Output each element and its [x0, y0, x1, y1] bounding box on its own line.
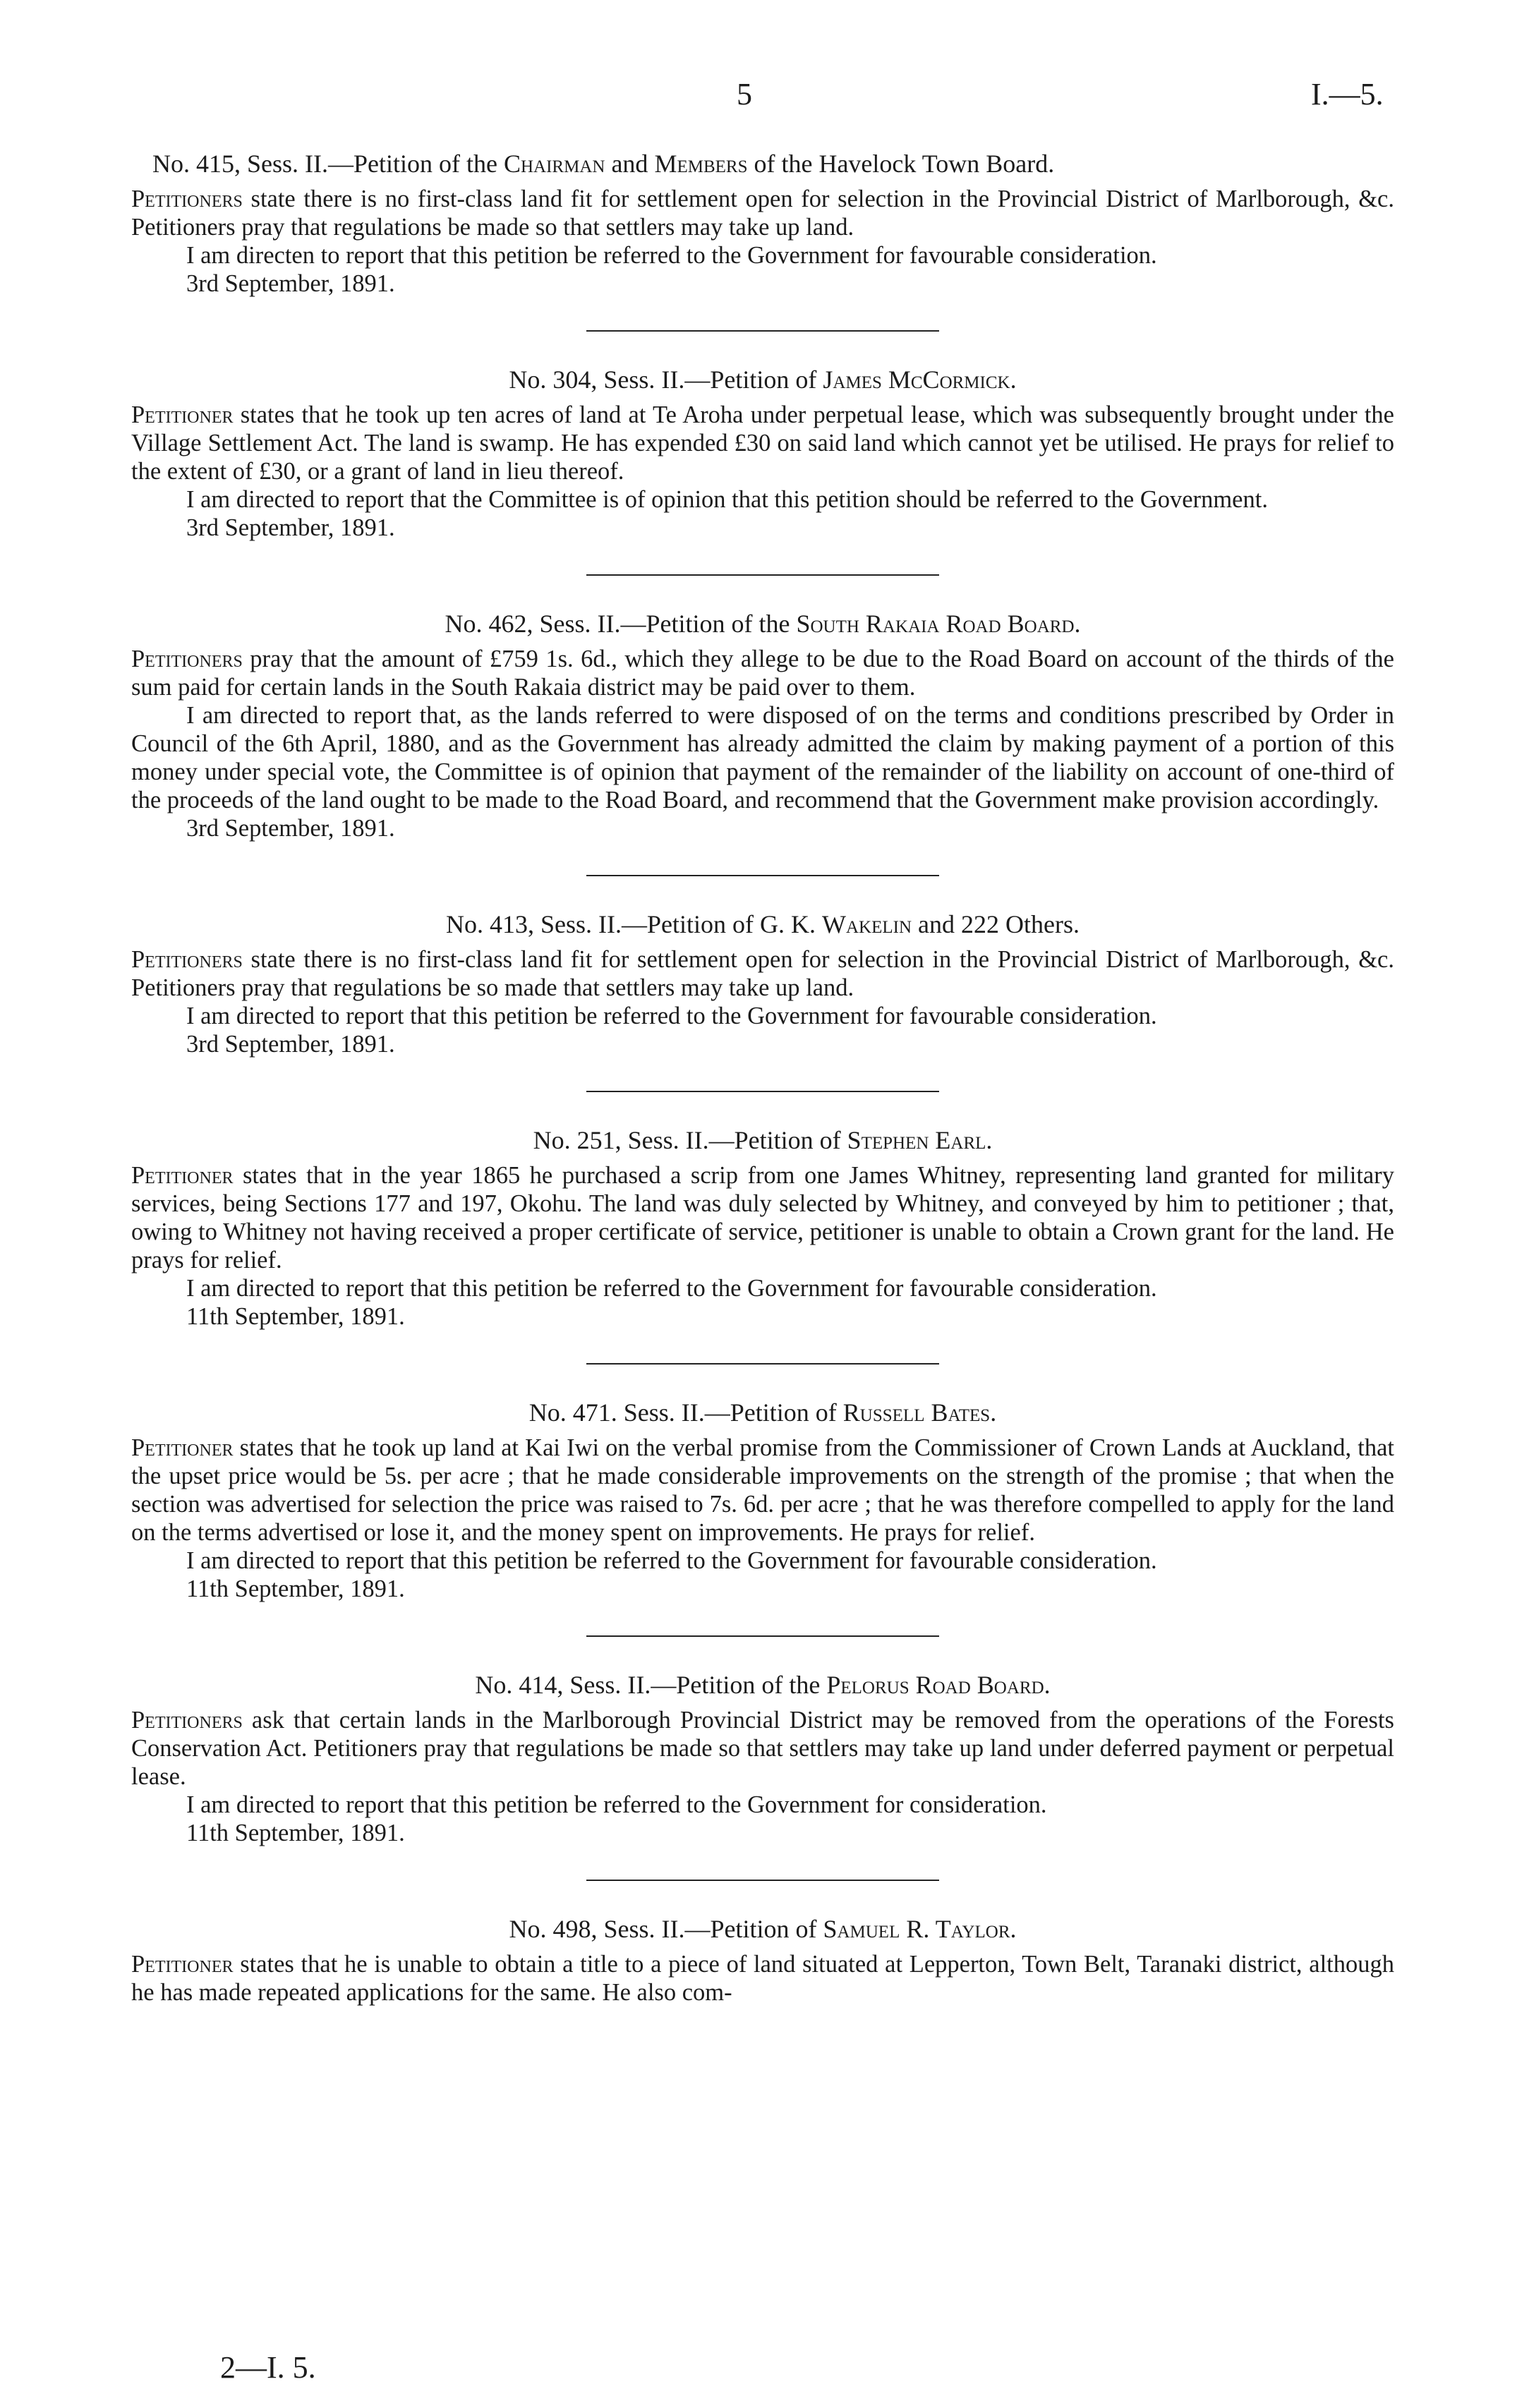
- petition-statement: Petitioners state there is no first-class land fit for settlement open for selection in the Provincial District of Marlborough, &c. Petitioners pray that regulations be so made that settlers may take up land.: [131, 946, 1394, 1001]
- petition-498: [131, 1913, 1394, 2007]
- petition-heading: No. 498, Sess. II.—Petition of Samuel R. Taylor.: [509, 1915, 1017, 1943]
- section-divider: [586, 574, 939, 576]
- committee-report: I am directed to report that this petition be referred to the Government for favourable consideration.: [186, 1275, 1157, 1302]
- petition-statement: Petitioners state there is no first-class land fit for settlement open for selection in the Provincial District of Marlborough, &c. Petitioners pray that regulations be made so that settlers may take up land.: [131, 186, 1394, 241]
- petition-251: [131, 1125, 1394, 1331]
- report-date: 11th September, 1891.: [186, 1820, 405, 1846]
- petition-statement: Petitioners ask that certain lands in the Marlborough Provincial District may be removed from the operations of the Forests Conservation Act. Petitioners pray that regulations be made so that settlers may take up land under deferred payment or perpetual lease.: [131, 1707, 1394, 1790]
- report-date: 3rd September, 1891.: [186, 514, 395, 541]
- petition-statement: Petitioner states that he took up land at Kai Iwi on the verbal promise from the Commissioner of Crown Lands at Auckland, that the upset price would be 5s. per acre ; that he made considerable improvements on the strength of the promise ; that when the section was advertised for selection the price was raised to 7s. 6d. per acre ; that he was therefore compelled to apply for the land on the terms advertised or lose it, and the money spent on improvements. He prays for relief.: [131, 1434, 1394, 1546]
- petition-statement: Petitioner states that he is unable to obtain a title to a piece of land situated at Lepperton, Town Belt, Taranaki district, although he has made repeated applications for the same. He also com-: [131, 1951, 1394, 2006]
- petition-471: [131, 1397, 1394, 1603]
- petition-462: [131, 608, 1394, 842]
- page-reference: I.—5.: [1311, 77, 1384, 111]
- section-divider: [586, 1363, 939, 1365]
- petition-heading: No. 471. Sess. II.—Petition of Russell Bates.: [528, 1398, 997, 1427]
- petition-heading: No. 251, Sess. II.—Petition of Stephen Earl.: [533, 1126, 993, 1154]
- petition-304: [131, 364, 1394, 542]
- petitions-list: [131, 148, 1394, 2007]
- report-date: 3rd September, 1891.: [186, 270, 395, 297]
- petition-heading: No. 415, Sess. II.—Petition of the Chairman and Members of the Havelock Town Board.: [152, 150, 1055, 178]
- petition-heading: No. 414, Sess. II.—Petition of the Pelorus Road Board.: [475, 1671, 1051, 1699]
- section-divider: [586, 875, 939, 876]
- committee-report: I am directed to report that the Committee is of opinion that this petition should be referred to the Government.: [186, 486, 1268, 513]
- section-divider: [586, 1880, 939, 1881]
- committee-report: I am directed to report that this petition be referred to the Government for favourable consideration.: [186, 1003, 1157, 1029]
- report-date: 3rd September, 1891.: [186, 815, 395, 842]
- report-date: 11th September, 1891.: [186, 1575, 405, 1602]
- committee-report: I am directed to report that this petition be referred to the Government for favourable consideration.: [186, 1547, 1157, 1574]
- petition-415: [131, 148, 1394, 298]
- section-divider: [586, 1635, 939, 1637]
- petition-statement: Petitioners pray that the amount of £759 1s. 6d., which they allege to be due to the Road Board on account of the thirds of the sum paid for certain lands in the South Rakaia district may be paid over to them.: [131, 646, 1394, 701]
- committee-report: I am directed to report that, as the lands referred to were disposed of on the terms and conditions prescribed by Order in Council of the 6th April, 1880, and as the Government has already admitted the claim by making payment of a portion of this money under special vote, the Committee is of opinion that payment of the remainder of the liability on account of one-third of the proceeds of the land ought to be made to the Road Board, and recommend that the Government make provision accordingly.: [131, 702, 1394, 813]
- petition-414: [131, 1669, 1394, 1847]
- report-date: 3rd September, 1891.: [186, 1031, 395, 1058]
- report-date: 11th September, 1891.: [186, 1303, 405, 1330]
- petition-heading: No. 462, Sess. II.—Petition of the South Rakaia Road Board.: [445, 610, 1081, 638]
- petition-statement: Petitioner states that he took up ten acres of land at Te Aroha under perpetual lease, which was subsequently brought under the Village Settlement Act. The land is swamp. He has expended £30 on said land which cannot yet be utilised. He prays for relief to the extent of £30, or a grant of land in lieu thereof.: [131, 401, 1394, 485]
- petition-heading: No. 413, Sess. II.—Petition of G. K. Wakelin and 222 Others.: [446, 910, 1080, 938]
- petition-statement: Petitioner states that in the year 1865 he purchased a scrip from one James Whitney, representing land granted for military services, being Sections 177 and 197, Okohu. The land was duly selected by Whitney, and conveyed by him to petitioner ; that, owing to Whitney not having received a proper certificate of service, petitioner is unable to obtain a Crown grant for the land. He prays for relief.: [131, 1162, 1394, 1273]
- petition-heading: No. 304, Sess. II.—Petition of James McCormick.: [509, 365, 1017, 394]
- printer-signature: 2—I. 5.: [220, 2350, 316, 2385]
- petition-413: [131, 909, 1394, 1058]
- committee-report: I am directen to report that this petition be referred to the Government for favourable consideration.: [186, 242, 1157, 269]
- section-divider: [586, 330, 939, 332]
- page-number: 5: [737, 77, 752, 111]
- committee-report: I am directed to report that this petition be referred to the Government for consideration.: [186, 1791, 1047, 1818]
- section-divider: [586, 1091, 939, 1092]
